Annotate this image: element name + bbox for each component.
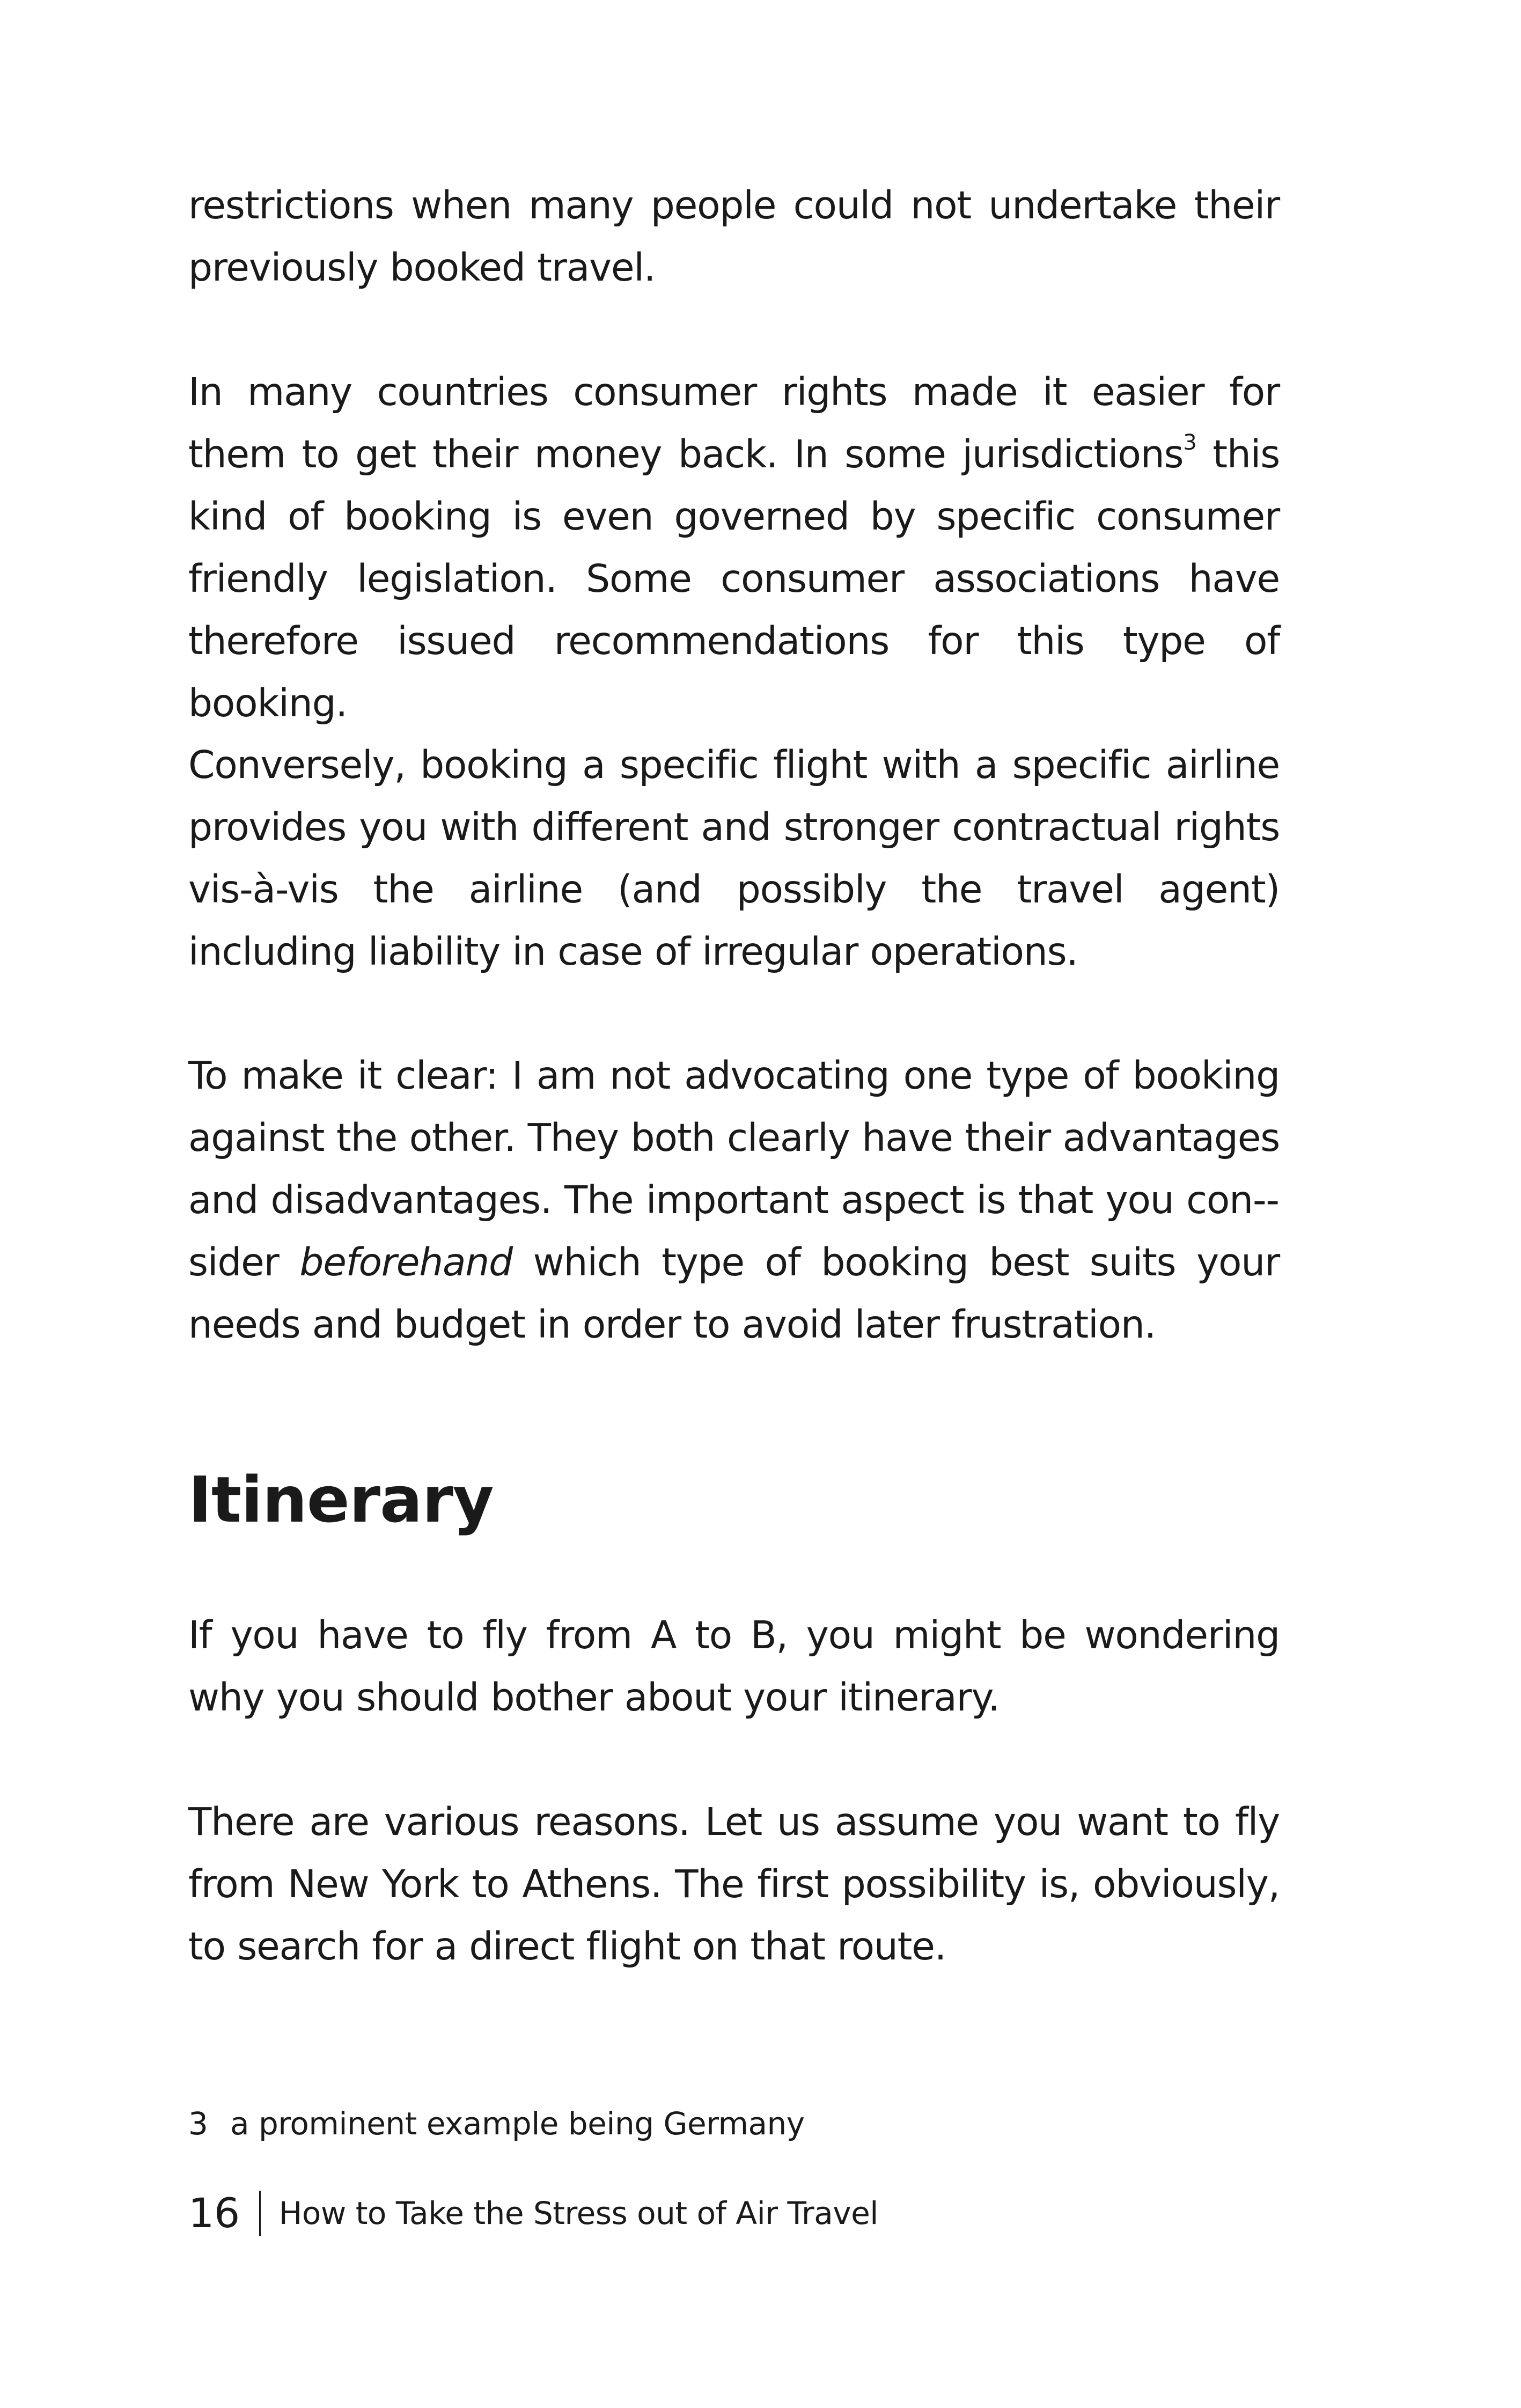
paragraph-text: In many countries consumer rights made it easier for them to get their money back. In some jurisdictions [188, 370, 1280, 476]
paragraph-text: this kind of booking is even governed by specific consumer friendly legislation. Some consumer associations have therefore issued recommendations for this type of booking. [188, 432, 1280, 725]
paragraph-conversely [188, 734, 1280, 983]
footnote-text: a prominent example being Germany [230, 2105, 805, 2142]
footnote-number: 3 [188, 2105, 208, 2142]
page-footer [188, 2186, 878, 2240]
paragraph-text: If you have to fly from A to B, you might be wondering why you should bother about your itinerary. [188, 1613, 1280, 1720]
section-heading: Itinerary [188, 1463, 494, 1537]
paragraph-text: restrictions when many people could not undertake their previously booked travel. [188, 183, 1280, 290]
paragraph-restrictions [188, 174, 1280, 299]
book-title: How to Take the Stress out of Air Travel [278, 2195, 878, 2231]
footnote-reference: 3 [1183, 430, 1196, 456]
paragraph-fly-a-to-b [188, 1604, 1280, 1729]
paragraph-consumer-rights [188, 361, 1280, 735]
footer-separator [259, 2191, 261, 2236]
book-page [188, 0, 1280, 2408]
paragraph-text: To make it clear: I am not advocating one type of booking against the other. They both clearly have their advantages and disadvantages. The important aspect is that you con-sider [188, 1053, 1280, 1284]
footnote [188, 2102, 805, 2145]
paragraph-text: There are various reasons. Let us assume you want to fly from New York to Athens. The first possibility is, obviously, to search for a direct flight on that route. [188, 1800, 1280, 1969]
paragraph-text: Conversely, booking a specific flight with a specific airline provides you with different and stronger contractual rights vis-à-vis the airline (and possibly the travel agent) including liability in case of irregular operations. [188, 743, 1280, 974]
page-number: 16 [188, 2189, 240, 2237]
paragraph-various-reasons [188, 1791, 1280, 1978]
paragraph-text: which type of booking best suits your needs and budget in order to avoid later frustration. [188, 1240, 1280, 1347]
emphasis-text: beforehand [299, 1240, 512, 1284]
paragraph-make-it-clear [188, 1045, 1280, 1356]
